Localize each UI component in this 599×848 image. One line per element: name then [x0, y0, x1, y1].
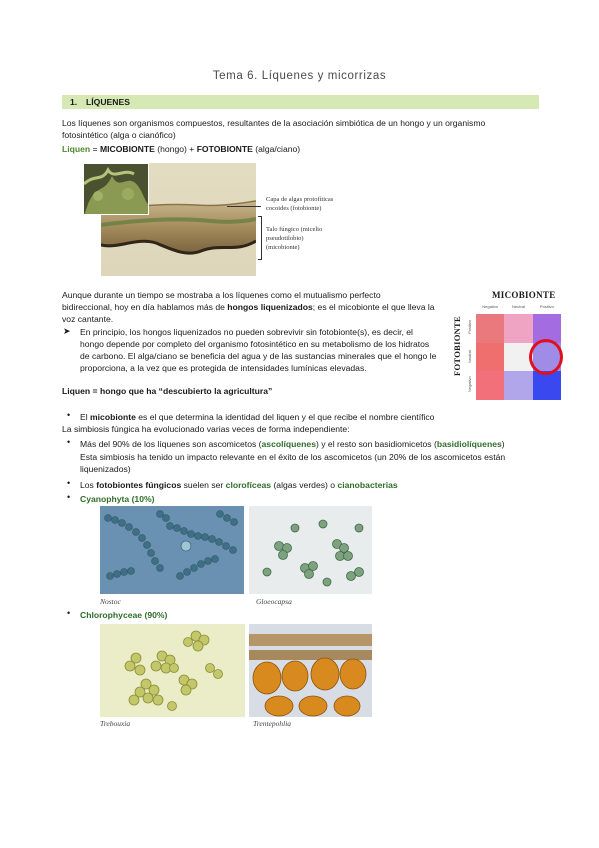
- trebouxia-caption: Trebouxia: [100, 719, 131, 728]
- bullet-dot-icon: •: [67, 608, 71, 618]
- arrow-bullet-icon: ➤: [63, 326, 71, 336]
- annotation-algae-2: cocoides (fotobionte): [266, 205, 322, 212]
- matrix-row-label: Negativo: [467, 375, 472, 392]
- lichen-thallus-inset-image: [83, 163, 149, 215]
- section-number: 1.: [70, 97, 78, 107]
- mutualism-bullet-2: hongo depende por completo del organismo fotosintético en su metabolismo de los hidratos: [80, 339, 430, 349]
- matrix-cell: [504, 314, 532, 343]
- matrix-ylabel: FOTOBIONTE: [452, 316, 462, 376]
- list-ascomicetos: Más del 90% de los líquenes son ascomicetos (ascolíquenes) y el resto son basidiomicetos (basidiolíquenes): [80, 439, 505, 449]
- liquen-formula: Liquen = MICOBIONTE (hongo) + FOTOBIONTE (alga/ciano): [62, 144, 301, 154]
- liquen-summary: Liquen = hongo que ha “descubierto la agricultura”: [62, 386, 273, 396]
- list-cyanophyta: Cyanophyta (10%): [80, 494, 155, 504]
- matrix-row-label: Positivo: [467, 320, 472, 335]
- intro-line-1: Los líquenes son organismos compuestos, resultantes de la asociación simbiótica de un hongo y un organismo: [62, 118, 486, 128]
- trentepohlia-caption: Trentepohlia: [253, 719, 292, 728]
- bullet-dot-icon: •: [67, 478, 71, 488]
- list-ascomicetos-line-2: Esta simbiosis ha tenido un impacto relevante en el éxito de los ascomicetos (un 20% de los ascomicetos están: [80, 452, 506, 462]
- gloeocapsa-image: [249, 506, 372, 594]
- matrix-title: MICOBIONTE: [492, 290, 556, 300]
- annotation-algae-1: Capa de algas protofíticas: [266, 196, 334, 203]
- bullet-dot-icon: •: [67, 410, 71, 420]
- page-title: Tema 6. Líquenes y micorrizas: [212, 70, 387, 82]
- matrix-highlight-ring: [529, 339, 563, 376]
- matrix-col-label: Positivo: [539, 304, 554, 309]
- intro-line-2: fotosintético (alga o cianófico): [62, 130, 176, 140]
- annotation-thallus-3: (micobionte): [266, 244, 300, 251]
- matrix-cell: [476, 343, 504, 372]
- list-fotobiontes: Los fotobiontes fúngicos suelen ser clorofíceas (algas verdes) o cianobacterias: [80, 480, 398, 490]
- mutualism-line-2: bidireccional, hoy en día hablamos más de hongos liquenizados; es el micobionte el que lleva la: [62, 302, 435, 312]
- matrix-col-label: Negativo: [482, 304, 499, 309]
- matrix-cell: [533, 371, 561, 400]
- annotation-bracket-top: [227, 206, 261, 207]
- mutualism-bullet-3: de carbono. El alga/ciano se beneficia del agua y de las sustancias minerales que el hongo le: [80, 351, 437, 361]
- list-micobionte: El micobionte es el que determina la identidad del liquen y el que recibe el nombre científico: [80, 412, 435, 422]
- gloeocapsa-caption: Gloeocapsa: [256, 597, 292, 606]
- mutualism-bullet-1: En principio, los hongos liquenizados no pueden sobrevivir sin fotobionte(s), es decir, el: [80, 327, 413, 337]
- annotation-bracket-bottom: [258, 216, 262, 260]
- trentepohlia-image: [249, 624, 372, 717]
- matrix-col-label: Neutral: [512, 304, 525, 309]
- matrix-row-label: Neutral: [467, 350, 472, 363]
- section-heading: [62, 95, 539, 109]
- annotation-thallus-1: Talo fúngico (micelio: [266, 226, 323, 233]
- interaction-matrix: [467, 304, 561, 400]
- section-label: LÍQUENES: [86, 97, 130, 107]
- mutualism-line-1: Aunque durante un tiempo se mostraba a los líquenes como el mutualismo perfecto: [62, 290, 381, 300]
- mutualism-bullet-4: proporciona, a la vez que es protegida de intensidades lumínicas elevadas.: [80, 363, 367, 373]
- nostoc-caption: Nostoc: [100, 597, 121, 606]
- trebouxia-image: [100, 624, 245, 717]
- mutualism-line-3: voz cantante.: [62, 314, 114, 324]
- bullet-dot-icon: •: [67, 437, 71, 447]
- list-evolution: La simbiosis fúngica ha evolucionado varias veces de forma independiente:: [62, 424, 350, 434]
- list-chlorophyceae: Chlorophyceae (90%): [80, 610, 168, 620]
- matrix-cell: [476, 314, 504, 343]
- nostoc-image: [100, 506, 244, 594]
- matrix-cell: [476, 371, 504, 400]
- matrix-cell: [504, 371, 532, 400]
- list-ascomicetos-line-3: liquenizados): [80, 464, 131, 474]
- annotation-thallus-2: pseudotilobio): [266, 235, 304, 242]
- bullet-dot-icon: •: [67, 492, 71, 502]
